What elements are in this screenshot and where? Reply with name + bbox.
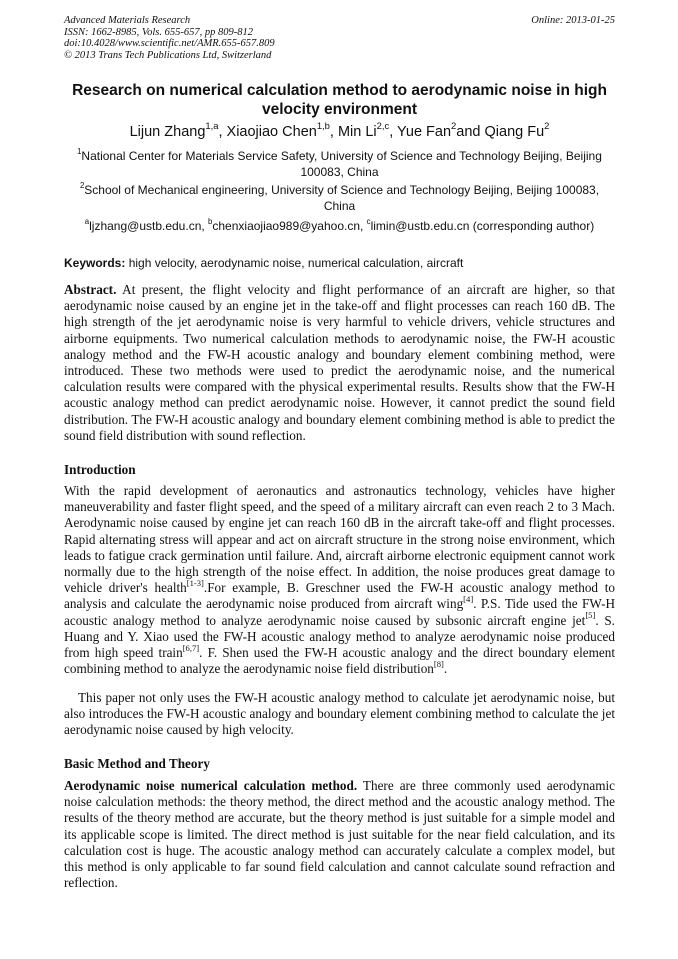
keywords-label: Keywords: (64, 256, 126, 270)
affiliation-1: $^1$National Center for Materials Service Safety, University of Science and Technology Beijing, Beijing 100083, China (77, 147, 602, 179)
introduction-heading: Introduction (64, 462, 136, 477)
paper-title: Research on numerical calculation method to aerodynamic noise in high velocity environment (72, 82, 607, 118)
email-a[interactable]: $^a$ljzhang@ustb.edu.cn, (84, 217, 209, 233)
citation-ref[interactable]: [5] (585, 610, 596, 621)
keywords (64, 256, 615, 271)
online-date: Online: 2013-01-25 (531, 15, 615, 26)
introduction-paragraph-1: With the rapid development of aeronautics and astronautics technology, vehicles have higher maneuverability and faster flight speed, and the speed of a military aircraft can even reach 2 to 3 Mach. Aerodynamic noise caused by engine jet can reach 160 dB in the aircraft take-off and flight processes. Rapid alternating stress will appear and act on aircraft structure in the strong noise environment, which leads to fatigue crack germination until failure. And, aircraft airborne electronic equipment cannot work normally due to the high strength of the noise effect. In addition, the noise produces great damage to vehicle driver's health[1-3].For example, B. Greschner used the FW-H acoustic analogy method to analysis and calculate the aerodynamic noise produced from aircraft wing[4]. P.S. Tide used the FW-H acoustic analogy method to analyze aerodynamic noise caused by subsonic aircraft engine jet[5]. S. Huang and Y. Xiao used the FW-H acoustic analogy method to analyze aerodynamic noise produced from high speed train[6,7]. F. Shen used the FW-H acoustic analogy and the direct boundary element combining method to analyze the aerodynamic noise field distribution[8]. (64, 483, 615, 677)
abstract (64, 282, 615, 444)
citation-ref[interactable]: [4] (463, 594, 474, 605)
introduction-paragraph-2: This paper not only uses the FW-H acoustic analogy method to calculate jet aerodynamic noise, but also introduces the FW-H acoustic analogy and boundary element combining method to calculate the jet aerodynamic noise caused by high velocity. (64, 690, 615, 738)
email-b[interactable]: $^b$chenxiaojiao989@yahoo.cn, (208, 217, 367, 233)
author-1: Lijun Zhang$^{1,a}$, (129, 120, 227, 140)
citation-ref[interactable]: [8] (433, 659, 444, 669)
abstract-text: At present, the flight velocity and flight performance of an aircraft are higher, so that aerodynamic noise caused by an engine jet in the take-off and flight processes can reach 160 dB. The high strength of the jet aerodynamic noise is very harmful to vehicle drivers, vehicle structures and airborne equipments. Two numerical calculation methods to aerodynamic noise, the FW-H acoustic analogy method and the FW-H acoustic analogy and boundary element combining method, were introduced. These two methods were used to predict the aerodynamic noise, and the numerical calculation results were compared with the physical experimental results. Results show that the FW-H acoustic analogy method can predict aerodynamic noise. However, it cannot predict the sound field distribution. The FW-H acoustic analogy and boundary element combining method is able to predict the sound field distribution with sound reflection. (64, 282, 615, 443)
author-5: Qiang Fu$^2$ (484, 120, 550, 140)
author-4: Yue Fan$^2$and (397, 120, 485, 140)
author-3: Min Li$^{2,c}$, (337, 120, 398, 140)
citation-ref[interactable]: [6,7] (182, 642, 200, 653)
basic-method-lead: Aerodynamic noise numerical calculation method. (64, 778, 358, 793)
citation-ref[interactable]: [1-3] (186, 577, 204, 588)
basic-method-text: There are three commonly used aerodynamic noise calculation methods: the theory method, the direct method and the acoustic analogy method. The results of the theory method are accurate, but the theory method is just suitable for a simple model and its applicable scope is limited. The direct method is just suitable for the near field calculation, and its calculation cost is huge. The acoustic analogy method can accurately calculate a complex model, but this method is only applicable to far sound field calculation and cannot calculate sound refraction and reflection. (64, 778, 615, 891)
affiliation-2: $^2$School of Mechanical engineering, University of Science and Technology Beijing, Beijing 100083, China (79, 181, 600, 213)
journal-header (64, 15, 615, 61)
issn-line: ISSN: 1662-8985, Vols. 655-657, pp 809-812 (64, 26, 253, 38)
email-list (64, 219, 615, 234)
abstract-label: Abstract. (64, 282, 117, 297)
email-c[interactable]: $^c$limin@ustb.edu.cn (corresponding author) (366, 217, 595, 233)
keywords-text: high velocity, aerodynamic noise, numerical calculation, aircraft (125, 256, 464, 270)
basic-method-heading: Basic Method and Theory (64, 756, 210, 771)
basic-method-paragraph (64, 778, 615, 891)
copyright-line: © 2013 Trans Tech Publications Ltd, Switzerland (64, 49, 272, 61)
author-list (64, 120, 615, 141)
doi-line: doi:10.4028/www.scientific.net/AMR.655-657.809 (64, 38, 275, 49)
journal-name: Advanced Materials Research (64, 15, 191, 26)
author-2: Xiaojiao Chen$^{1,b}$, (226, 120, 338, 140)
